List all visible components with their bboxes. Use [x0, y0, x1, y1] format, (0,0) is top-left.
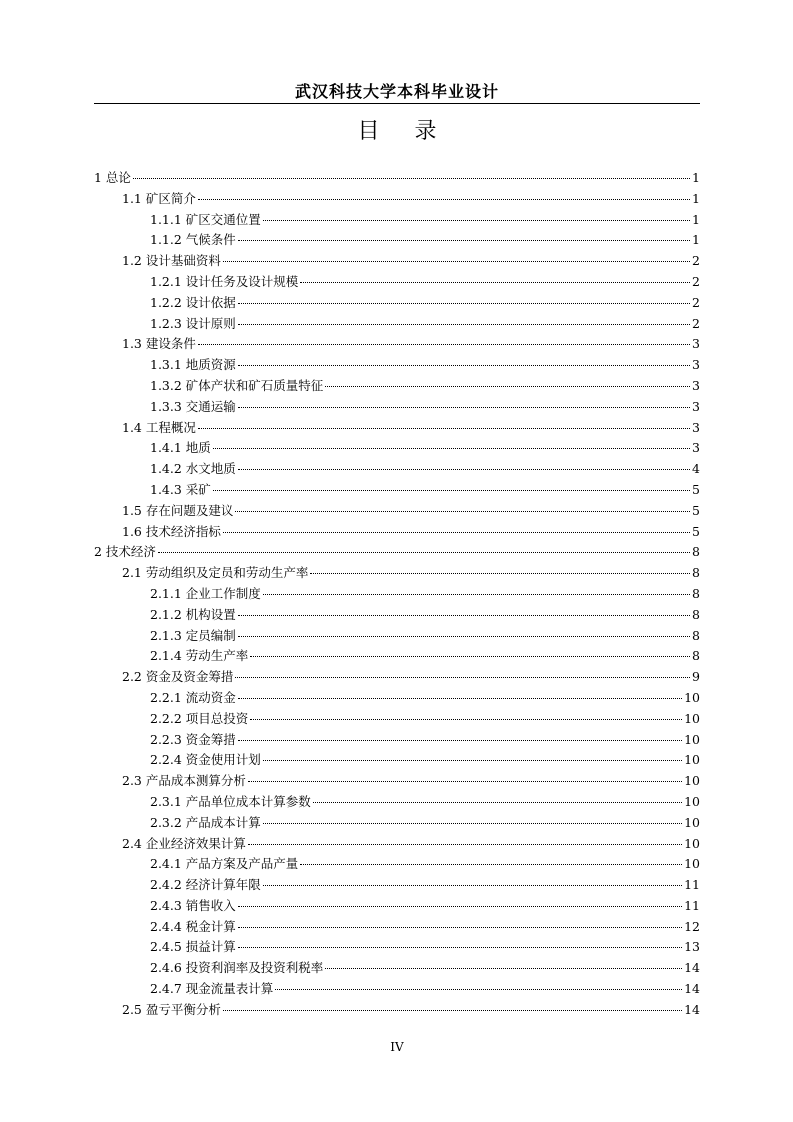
- toc-entry[interactable]: [94, 314, 700, 335]
- toc-entry-page: 1: [692, 232, 700, 248]
- toc-dot-leader: [238, 240, 690, 241]
- toc-entry-label: 2.3.2 产品成本计算: [150, 814, 261, 830]
- toc-entry-label: 2.1.4 劳动生产率: [150, 648, 249, 664]
- toc-entry[interactable]: [94, 584, 700, 605]
- toc-entry-page: 10: [684, 856, 700, 872]
- toc-entry[interactable]: [94, 875, 700, 896]
- page-title: 目 录: [357, 119, 451, 144]
- toc-dot-leader: [223, 261, 690, 262]
- toc-entry[interactable]: [94, 438, 700, 459]
- toc-entry-label: 1.4 工程概况: [122, 419, 196, 435]
- toc-entry-label: 2.2.1 流动资金: [150, 689, 236, 705]
- toc-entry[interactable]: [94, 293, 700, 314]
- toc-entry[interactable]: [94, 979, 700, 1000]
- toc-entry-page: 3: [692, 357, 700, 373]
- toc-entry-label: 1.3 建设条件: [122, 336, 196, 352]
- toc-entry[interactable]: [94, 355, 700, 376]
- toc-dot-leader: [238, 615, 690, 616]
- toc-entry[interactable]: [94, 376, 700, 397]
- toc-entry-page: 8: [692, 565, 700, 581]
- toc-entry-page: 10: [684, 752, 700, 768]
- toc-entry-label: 2.4.1 产品方案及产品产量: [150, 856, 299, 872]
- toc-entry[interactable]: [94, 792, 700, 813]
- toc-entry-label: 2.4.5 损益计算: [150, 939, 236, 955]
- toc-entry-page: 10: [684, 814, 700, 830]
- toc-dot-leader: [300, 282, 690, 283]
- toc-dot-leader: [198, 199, 690, 200]
- toc-entry-page: 8: [692, 585, 700, 601]
- toc-entry-page: 8: [692, 544, 700, 560]
- toc-entry-label: 1.4.1 地质: [150, 440, 211, 456]
- toc-entry-label: 1.1 矿区简介: [122, 190, 196, 206]
- toc-entry-page: 2: [692, 253, 700, 269]
- toc-entry[interactable]: [94, 937, 700, 958]
- toc-entry-label: 2.4.7 现金流量表计算: [150, 981, 274, 997]
- toc-entry-page: 3: [692, 419, 700, 435]
- toc-entry[interactable]: [94, 771, 700, 792]
- toc-entry[interactable]: [94, 896, 700, 917]
- toc-dot-leader: [238, 324, 690, 325]
- toc-entry-label: 2.2 资金及资金筹措: [122, 669, 234, 685]
- toc-dot-leader: [238, 469, 690, 470]
- toc-entry[interactable]: [94, 626, 700, 647]
- toc-entry-page: 8: [692, 606, 700, 622]
- toc-entry-label: 2.4.6 投资利润率及投资利税率: [150, 960, 324, 976]
- toc-entry[interactable]: [94, 1000, 700, 1021]
- toc-entry-page: 3: [692, 377, 700, 393]
- toc-entry-label: 2.2.4 资金使用计划: [150, 752, 261, 768]
- toc-entry[interactable]: [94, 168, 700, 189]
- toc-entry-page: 14: [684, 960, 700, 976]
- toc-entry-label: 1.3.3 交通运输: [150, 398, 236, 414]
- toc-entry-page: 14: [684, 981, 700, 997]
- toc-entry[interactable]: [94, 854, 700, 875]
- toc-entry[interactable]: [94, 750, 700, 771]
- toc-dot-leader: [263, 594, 690, 595]
- toc-entry-label: 1.5 存在问题及建议: [122, 502, 234, 518]
- toc-dot-leader: [313, 802, 682, 803]
- toc-entry-label: 1.2.2 设计依据: [150, 294, 236, 310]
- toc-entry-page: 9: [692, 669, 700, 685]
- toc-dot-leader: [250, 719, 682, 720]
- toc-entry[interactable]: [94, 563, 700, 584]
- toc-entry[interactable]: [94, 501, 700, 522]
- table-of-contents: [94, 168, 700, 1021]
- toc-entry-label: 2 技术经济: [94, 544, 156, 560]
- toc-entry[interactable]: [94, 709, 700, 730]
- toc-entry[interactable]: [94, 688, 700, 709]
- toc-entry-page: 3: [692, 336, 700, 352]
- toc-entry-page: 8: [692, 627, 700, 643]
- toc-dot-leader: [223, 1010, 682, 1011]
- toc-entry-label: 2.1.1 企业工作制度: [150, 585, 261, 601]
- toc-entry[interactable]: [94, 480, 700, 501]
- toc-entry-label: 1.1.2 气候条件: [150, 232, 236, 248]
- toc-dot-leader: [238, 906, 682, 907]
- toc-dot-leader: [238, 927, 682, 928]
- toc-entry-label: 1.6 技术经济指标: [122, 523, 221, 539]
- toc-entry-label: 2.4 企业经济效果计算: [122, 835, 246, 851]
- toc-entry-label: 1.3.1 地质资源: [150, 357, 236, 373]
- toc-entry-label: 1.2.3 设计原则: [150, 315, 236, 331]
- toc-dot-leader: [198, 344, 690, 345]
- toc-entry[interactable]: [94, 542, 700, 563]
- toc-dot-leader: [238, 365, 690, 366]
- toc-entry-page: 5: [692, 523, 700, 539]
- toc-entry[interactable]: [94, 834, 700, 855]
- toc-entry-page: 8: [692, 648, 700, 664]
- header-rule: [94, 103, 700, 104]
- toc-entry-label: 2.2.2 项目总投资: [150, 710, 249, 726]
- toc-dot-leader: [238, 636, 690, 637]
- toc-entry-label: 2.3.1 产品单位成本计算参数: [150, 793, 311, 809]
- toc-entry-page: 1: [692, 190, 700, 206]
- toc-dot-leader: [133, 178, 690, 179]
- toc-entry-page: 13: [684, 939, 700, 955]
- toc-dot-leader: [198, 428, 690, 429]
- page-number: IV: [390, 1040, 404, 1054]
- toc-entry-page: 10: [684, 835, 700, 851]
- toc-entry[interactable]: [94, 605, 700, 626]
- toc-entry-label: 1 总论: [94, 170, 131, 185]
- toc-entry[interactable]: [94, 397, 700, 418]
- toc-entry-page: 10: [684, 689, 700, 705]
- toc-entry-page: 2: [692, 315, 700, 331]
- toc-entry-page: 5: [692, 502, 700, 518]
- toc-dot-leader: [263, 220, 690, 221]
- toc-entry[interactable]: [94, 272, 700, 293]
- toc-entry-page: 3: [692, 440, 700, 456]
- toc-entry-label: 2.3 产品成本测算分析: [122, 773, 246, 789]
- toc-entry-label: 2.4.4 税金计算: [150, 918, 236, 934]
- toc-entry[interactable]: [94, 459, 700, 480]
- toc-dot-leader: [235, 511, 690, 512]
- toc-entry-page: 10: [684, 793, 700, 809]
- toc-entry-page: 4: [692, 461, 700, 477]
- toc-entry[interactable]: [94, 958, 700, 979]
- toc-entry[interactable]: [94, 917, 700, 938]
- toc-entry-page: 10: [684, 773, 700, 789]
- toc-entry-page: 2: [692, 294, 700, 310]
- toc-entry-page: 3: [692, 398, 700, 414]
- toc-entry-page: 11: [684, 897, 700, 913]
- toc-entry[interactable]: [94, 210, 700, 231]
- toc-dot-leader: [263, 885, 682, 886]
- toc-dot-leader: [250, 656, 690, 657]
- toc-entry-label: 2.1 劳动组织及定员和劳动生产率: [122, 565, 309, 581]
- toc-dot-leader: [300, 864, 682, 865]
- toc-dot-leader: [223, 532, 690, 533]
- toc-dot-leader: [235, 677, 690, 678]
- toc-entry[interactable]: [94, 646, 700, 667]
- toc-dot-leader: [310, 573, 690, 574]
- toc-dot-leader: [263, 760, 682, 761]
- toc-entry-label: 2.1.2 机构设置: [150, 606, 236, 622]
- toc-entry-label: 2.2.3 资金筹措: [150, 731, 236, 747]
- toc-entry-page: 14: [684, 1001, 700, 1017]
- toc-entry-label: 2.4.2 经济计算年限: [150, 877, 261, 893]
- toc-dot-leader: [238, 407, 690, 408]
- toc-entry-label: 1.1.1 矿区交通位置: [150, 211, 261, 227]
- toc-entry-page: 1: [692, 170, 700, 185]
- running-header: 武汉科技大学本科毕业设计: [294, 82, 499, 101]
- toc-entry[interactable]: [94, 667, 700, 688]
- toc-dot-leader: [213, 490, 690, 491]
- toc-entry-page: 10: [684, 710, 700, 726]
- toc-dot-leader: [325, 386, 690, 387]
- toc-dot-leader: [275, 989, 682, 990]
- toc-entry-label: 1.2.1 设计任务及设计规模: [150, 273, 299, 289]
- toc-entry-page: 5: [692, 481, 700, 497]
- toc-entry-label: 2.5 盈亏平衡分析: [122, 1001, 221, 1017]
- toc-dot-leader: [248, 844, 682, 845]
- toc-entry-label: 1.2 设计基础资料: [122, 253, 221, 269]
- toc-dot-leader: [213, 448, 690, 449]
- toc-dot-leader: [238, 303, 690, 304]
- toc-dot-leader: [238, 698, 682, 699]
- toc-entry[interactable]: [94, 730, 700, 751]
- toc-entry-page: 11: [684, 877, 700, 893]
- toc-dot-leader: [248, 781, 682, 782]
- toc-entry[interactable]: [94, 813, 700, 834]
- toc-entry-label: 2.4.3 销售收入: [150, 897, 236, 913]
- toc-entry-page: 1: [692, 211, 700, 227]
- toc-dot-leader: [325, 968, 682, 969]
- toc-dot-leader: [158, 552, 690, 553]
- toc-entry[interactable]: [94, 418, 700, 439]
- toc-entry-label: 1.4.3 采矿: [150, 481, 211, 497]
- toc-entry-label: 1.4.2 水文地质: [150, 461, 236, 477]
- toc-entry[interactable]: [94, 522, 700, 543]
- toc-entry[interactable]: [94, 334, 700, 355]
- toc-entry[interactable]: [94, 230, 700, 251]
- toc-dot-leader: [238, 740, 682, 741]
- toc-dot-leader: [238, 947, 682, 948]
- toc-entry-page: 2: [692, 273, 700, 289]
- toc-dot-leader: [263, 823, 682, 824]
- toc-entry-label: 1.3.2 矿体产状和矿石质量特征: [150, 377, 324, 393]
- toc-entry[interactable]: [94, 251, 700, 272]
- toc-entry[interactable]: [94, 189, 700, 210]
- toc-entry-page: 10: [684, 731, 700, 747]
- toc-entry-page: 12: [684, 918, 700, 934]
- toc-entry-label: 2.1.3 定员编制: [150, 627, 236, 643]
